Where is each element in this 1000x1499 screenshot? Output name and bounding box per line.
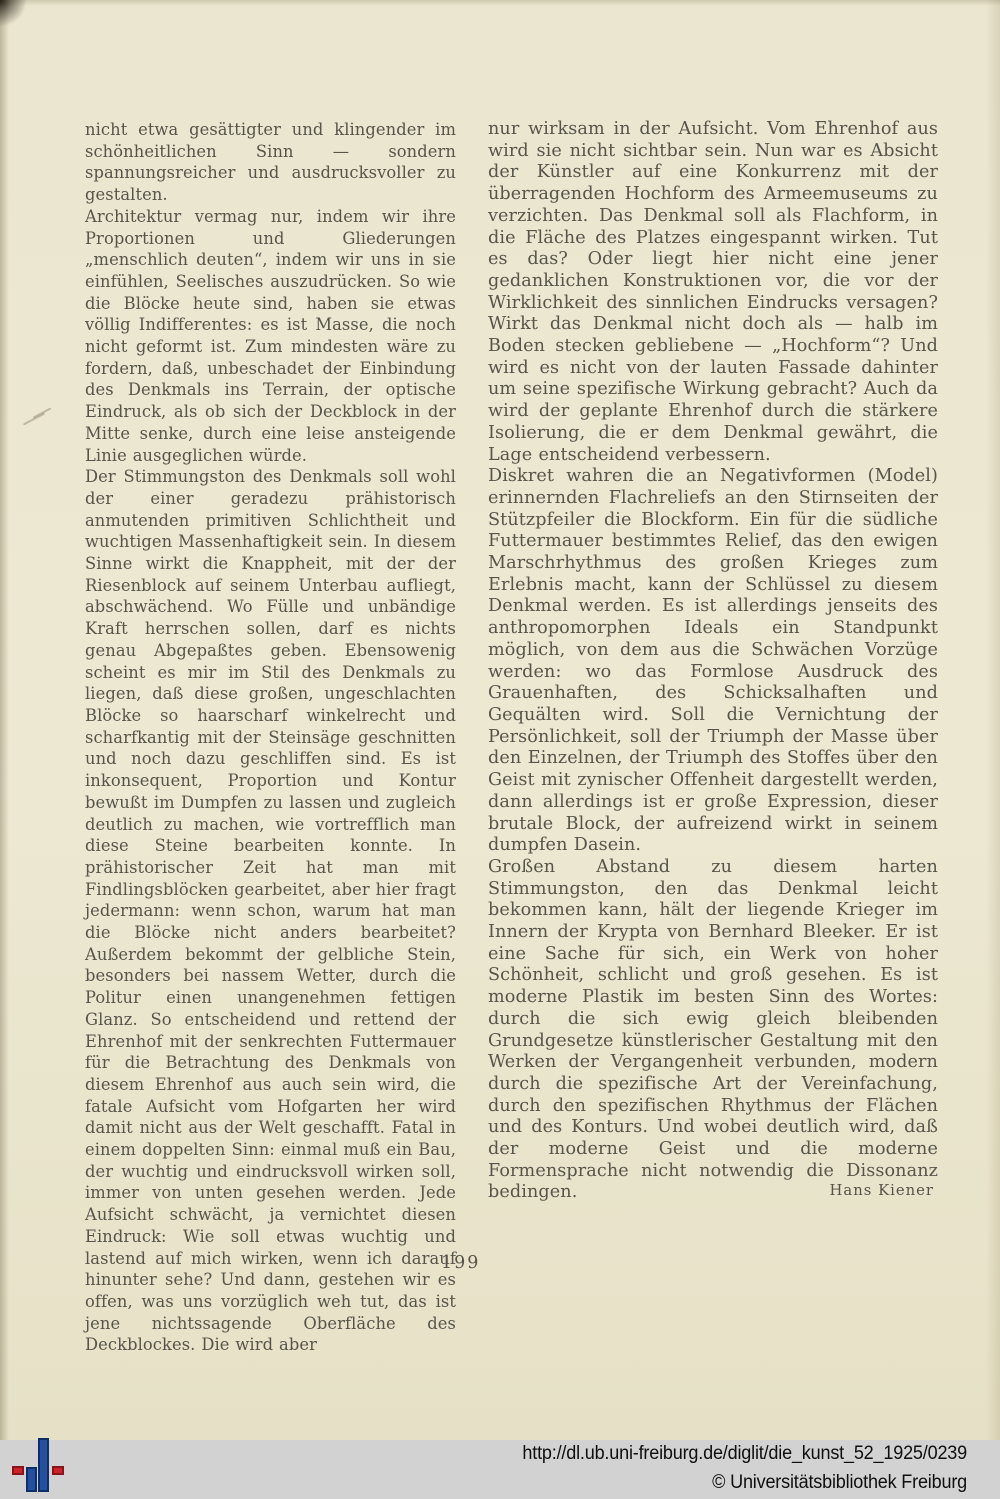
footer-text <box>302 1440 967 1494</box>
logo-blue-bar-short <box>26 1467 37 1492</box>
ub-freiburg-logo <box>0 1440 80 1499</box>
right-column-wrap <box>488 119 938 1203</box>
paragraph: nur wirksam in der Aufsicht. Vom Ehrenhof aus wird sie nicht sichtbar sein. Nun war es Absicht der Künstler auf eine Konkurrenz mit der überragenden Hochform des Armeemuseums zu verzichten. Das Denkmal soll als Flachform, in die Fläche des Platzes eingespannt wirken. Tut es das? Oder liegt hier nicht eine jener gedanklichen Konstruktionen vor, die vor der Wirklichkeit des sinnlichen Eindrucks versagen? Wirkt das Denkmal nicht doch als — halb im Boden stecken gebliebene — „Hochform“? Und wird es nicht von der lauten Fassade dahinter um seine spezifische Wirkung gebracht? Auch da wird der geplante Ehrenhof durch die stärkere Isolierung, die er dem Denkmal gewährt, die Lage entscheidend verbessern. <box>488 119 938 465</box>
page-number: 199 <box>441 1253 481 1273</box>
logo-red-square-right <box>52 1466 64 1475</box>
source-url: http://dl.ub.uni-freiburg.de/diglit/die_kunst_52_1925/0239 <box>522 1443 967 1464</box>
left-text-column <box>85 119 456 1356</box>
paragraph: Der Stimmungston des Denkmals soll wohl der einer geradezu prähistorisch anmutenden primitiven Schlichtheit und wuchtigen Massenhaftigkeit sein. In diesem Sinne wirkt die Knappheit, mit der der Riesenblock auf seinem Unterbau aufliegt, abschwächend. Wo Fülle und unbändige Kraft herrschen sollen, darf es nichts genau Abgepaßtes geben. Ebensowenig scheint es mir im Stil des Denkmals zu liegen, daß diese großen, ungeschlachten Blöcke so haarscharf winkelrecht und scharfkantig mit der Steinsäge geschnitten und noch dazu geschliffen sind. Es ist inkonsequent, Proportion und Kontur bewußt im Dumpfen zu lassen und zugleich deutlich zu machen, wie vortrefflich man diese Steine bearbeiten konnte. In prähistorischer Zeit hat man mit Findlingsblöcken gearbeitet, aber hier fragt jedermann: wenn schon, warum hat man die Blöcke nicht anders bearbeitet? Außerdem bekommt der gelbliche Stein, besonders bei nassem Wetter, durch die Politur einen unangenehmen fettigen Glanz. So entscheidend und rettend der Ehrenhof mit der senkrechten Futtermauer für die Betrachtung des Denkmals von diesem Ehrenhof aus auch sein wird, die fatale Aufsicht vom Hofgarten her wird damit nicht aus der Welt geschafft. Fatal in einem doppelten Sinn: einmal muß ein Bau, der wuchtig und eindrucksvoll wirken soll, immer von unten gesehen werden. Jede Aufsicht schwächt, ja vernichtet diesen Eindruck: Wie soll etwas wuchtig und lastend auf mich wirken, wenn ich darauf hinunter sehe? Und dann, gestehen wir es offen, was uns vorzüglich weh tut, das ist jene nichtssagende Oberfläche des Deckblockes. Die wird aber <box>85 467 456 1355</box>
paragraph: nicht etwa gesättigter und klingender im schönheitlichen Sinn — sondern spannungsreicher und ausdrucksvoller zu gestalten. <box>85 120 456 205</box>
logo-red-square-left <box>12 1466 24 1475</box>
footer-bar <box>0 1440 1000 1499</box>
logo-blue-bar-tall <box>38 1438 49 1492</box>
paragraph: Großen Abstand zu diesem harten Stimmungston, den das Denkmal leicht bekommen kann, hält der liegende Krieger im Innern der Krypta von Bernhard Bleeker. Er ist eine Sache für sich, ein Werk von hoher Schönheit, schlicht und groß gesehen. Es ist moderne Plastik im besten Sinn des Wortes: durch die sich ewig gleich bleibenden Grundgesetze künstlerischer Gestaltung mit den Werken der Vergangenheit verbunden, modern durch die spezifische Art der Vereinfachung, durch den spezifischen Rhythmus der Flächen und des Konturs. Und wobei deutlich wird, daß der moderne Geist und die moderne Formensprache nicht notwendig die Dissonanz bedingen. <box>488 856 938 1203</box>
paragraph: Diskret wahren die an Negativformen (Model) erinnernden Flachreliefs an den Stirnseiten der Stützpfeiler die Blockform. Ein für die südliche Futtermauer bestimmtes Relief, das den ewigen Marschrhythmus des großen Krieges zum Erlebnis macht, kann der Schlüssel zu diesem Denkmal werden. Es ist allerdings jenseits des anthropomorphen Ideals ein Standpunkt möglich, von dem aus die Schwächen Vorzüge werden: wo das Formlose Ausdruck des Grauenhaften, des Schicksalhaften und Gequälten wird. Soll die Vernichtung der Persönlichkeit, soll der Triumph der Masse über den Einzelnen, der Triumph des Stoffes über den Geist mit zynischer Offenheit dargestellt werden, dann allerdings ist er große Expression, dieser brutale Block, der aufreizend wirkt in seinem dumpfen Dasein. <box>488 466 938 856</box>
right-text-column <box>488 119 938 1204</box>
pencil-mark <box>20 400 60 430</box>
paragraph: Architektur vermag nur, indem wir ihre Proportionen und Gliederungen „menschlich deuten“, indem wir uns in sie einfühlen, Seelisches auszudrücken. So wie die Blöcke heute sind, haben sie etwas völlig Indifferentes: es ist Masse, die noch nicht geformt ist. Zum mindesten wäre zu fordern, daß, unbeschadet der Einbindung des Denkmals ins Terrain, der optische Eindruck, als ob sich der Deckblock in der Mitte senke, durch eine leise ansteigende Linie ausgeglichen würde. <box>85 206 456 465</box>
copyright-notice: © Universitätsbibliothek Freiburg <box>712 1472 967 1493</box>
author-signature: Hans Kiener <box>829 1182 934 1200</box>
